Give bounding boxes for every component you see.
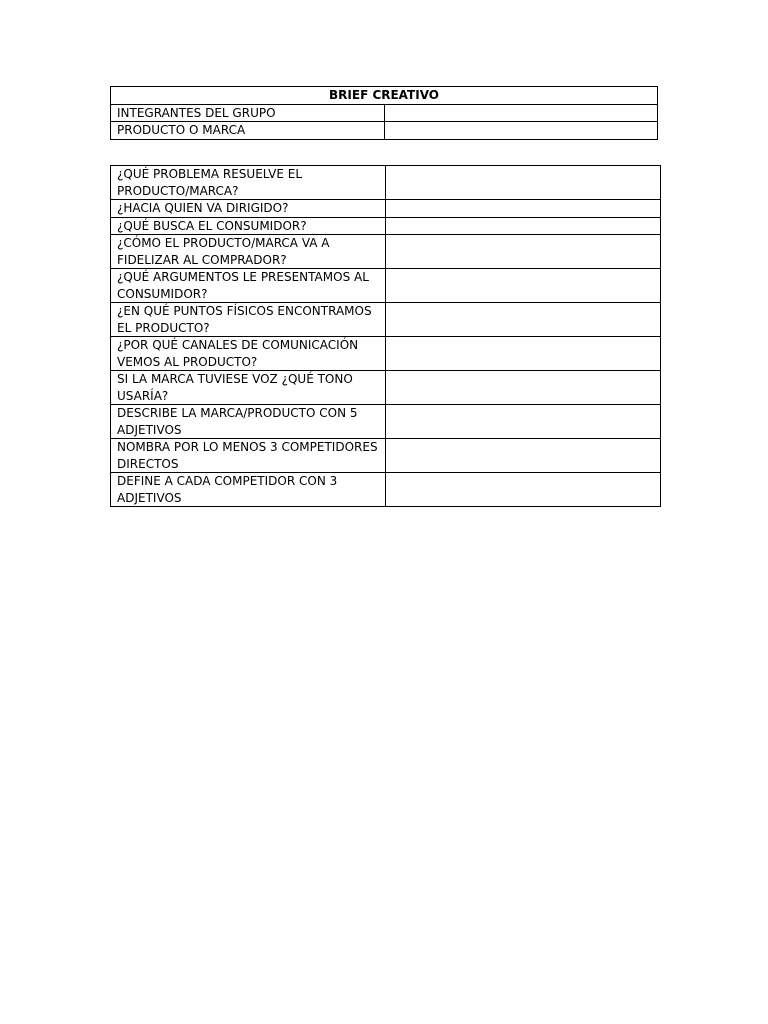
table-row	[111, 371, 661, 405]
question-label: DEFINE A CADA COMPETIDOR CON 3 ADJETIVOS	[111, 473, 386, 507]
question-label: ¿QUÉ PROBLEMA RESUELVE EL PRODUCTO/MARCA?	[111, 166, 386, 200]
answer-field[interactable]	[386, 303, 661, 337]
product-brand-field[interactable]	[384, 122, 658, 140]
table-row	[111, 122, 658, 140]
question-label: ¿POR QUÉ CANALES DE COMUNICACIÓN VEMOS AL PRODUCTO?	[111, 337, 386, 371]
answer-field[interactable]	[386, 235, 661, 269]
question-label: ¿HACIA QUIEN VA DIRIGIDO?	[111, 200, 386, 218]
table-row	[111, 200, 661, 218]
question-label: ¿QUÉ ARGUMENTOS LE PRESENTAMOS AL CONSUMIDOR?	[111, 269, 386, 303]
question-label: ¿CÓMO EL PRODUCTO/MARCA VA A FIDELIZAR AL COMPRADOR?	[111, 235, 386, 269]
table-row	[111, 104, 658, 122]
answer-field[interactable]	[386, 439, 661, 473]
table-row	[111, 405, 661, 439]
group-members-label: INTEGRANTES DEL GRUPO	[111, 104, 385, 122]
brief-header-table	[110, 86, 658, 140]
group-members-field[interactable]	[384, 104, 658, 122]
answer-field[interactable]	[386, 166, 661, 200]
table-row	[111, 473, 661, 507]
table-row	[111, 439, 661, 473]
table-row	[111, 269, 661, 303]
question-label: DESCRIBE LA MARCA/PRODUCTO CON 5 ADJETIVOS	[111, 405, 386, 439]
brief-questions-table	[110, 165, 661, 507]
answer-field[interactable]	[386, 200, 661, 218]
table-row	[111, 166, 661, 200]
question-label: NOMBRA POR LO MENOS 3 COMPETIDORES DIRECTOS	[111, 439, 386, 473]
title-row	[111, 87, 658, 105]
answer-field[interactable]	[386, 371, 661, 405]
answer-field[interactable]	[386, 269, 661, 303]
question-label: SI LA MARCA TUVIESE VOZ ¿QUÉ TONO USARÍA?	[111, 371, 386, 405]
answer-field[interactable]	[386, 337, 661, 371]
question-label: ¿QUÉ BUSCA EL CONSUMIDOR?	[111, 217, 386, 235]
answer-field[interactable]	[386, 473, 661, 507]
table-row	[111, 217, 661, 235]
table-row	[111, 337, 661, 371]
table-row	[111, 303, 661, 337]
product-brand-label: PRODUCTO O MARCA	[111, 122, 385, 140]
brief-title: BRIEF CREATIVO	[111, 87, 658, 105]
question-label: ¿EN QUÉ PUNTOS FÍSICOS ENCONTRAMOS EL PRODUCTO?	[111, 303, 386, 337]
answer-field[interactable]	[386, 217, 661, 235]
answer-field[interactable]	[386, 405, 661, 439]
table-row	[111, 235, 661, 269]
